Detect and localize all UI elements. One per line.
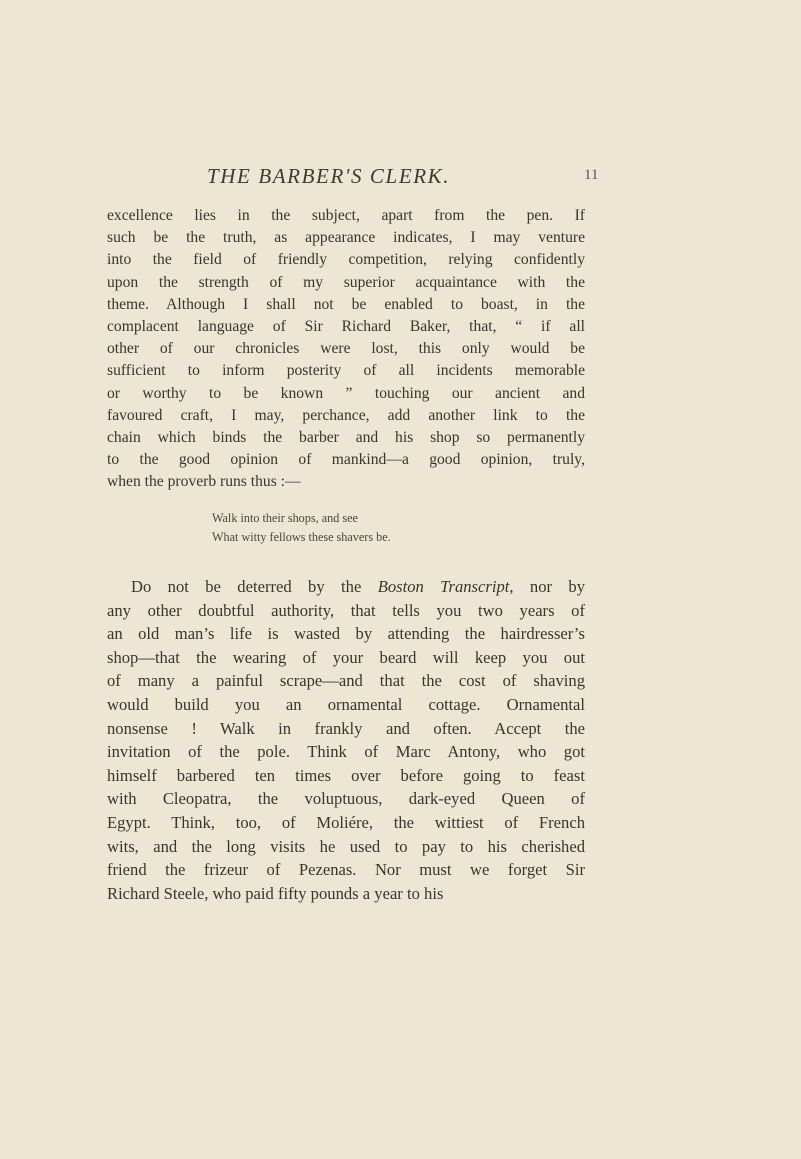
verse-quote <box>212 509 512 547</box>
text-line: other of our chronicles were lost, this only would be <box>107 340 585 358</box>
text-line: upon the strength of my superior acquaintance with the <box>107 273 585 291</box>
text-line: theme. Although I shall not be enabled to boast, in the <box>107 295 585 313</box>
text-line: any other doubtful authority, that tells you two years of <box>107 600 585 620</box>
text-line: excellence lies in the subject, apart from the pen. If <box>107 207 585 224</box>
text-line: friend the frizeur of Pezenas. Nor must we forget Sir <box>107 860 585 880</box>
text-line: complacent language of Sir Richard Baker, that, “ if all <box>107 318 585 336</box>
verse-line: Walk into their shops, and see <box>212 511 358 525</box>
text-line: Egypt. Think, too, of Moliére, the wittiest of French <box>107 812 585 832</box>
italic-title: Boston Transcript <box>377 577 510 596</box>
text-line: wits, and the long visits he used to pay to his cherished <box>107 836 585 856</box>
text-line: when the proverb runs thus :— <box>107 473 301 491</box>
text-line: or worthy to be known ” touching our ancient and <box>107 384 585 402</box>
text-segment: , nor by <box>509 577 585 596</box>
running-head <box>0 164 801 194</box>
text-line: himself barbered ten times over before going to feast <box>107 765 585 785</box>
text-line: Richard Steele, who paid fifty pounds a year to his <box>107 883 444 903</box>
text-line: of many a painful scrape—and that the cost of shaving <box>107 671 585 691</box>
text-line: favoured craft, I may, perchance, add another link to the <box>107 406 585 424</box>
text-line: chain which binds the barber and his shop so permanently <box>107 429 585 447</box>
text-line: to the good opinion of mankind—a good opinion, truly, <box>107 451 585 469</box>
text-line: into the field of friendly competition, relying confidently <box>107 251 585 269</box>
text-line: an old man’s life is wasted by attending the hairdresser’s <box>107 624 585 644</box>
text-line-first <box>107 575 585 599</box>
paragraph-1 <box>107 205 585 494</box>
text-line: invitation of the pole. Think of Marc Antony, who got <box>107 742 585 762</box>
text-segment: Do not be deterred by the <box>131 577 378 596</box>
text-line: sufficient to inform posterity of all incidents memorable <box>107 362 585 380</box>
running-title: THE BARBER'S CLERK. <box>207 164 451 188</box>
text-line: shop—that the wearing of your beard will keep you out <box>107 647 585 667</box>
text-line: nonsense ! Walk in frankly and often. Accept the <box>107 718 585 738</box>
paragraph-2 <box>107 575 585 905</box>
text-line: would build you an ornamental cottage. Ornamental <box>107 694 585 714</box>
verse-line: What witty fellows these shavers be. <box>212 530 391 544</box>
text-line: with Cleopatra, the voluptuous, dark-eyed Queen of <box>107 789 585 809</box>
text-line: such be the truth, as appearance indicates, I may venture <box>107 229 585 247</box>
page-number: 11 <box>584 167 599 183</box>
